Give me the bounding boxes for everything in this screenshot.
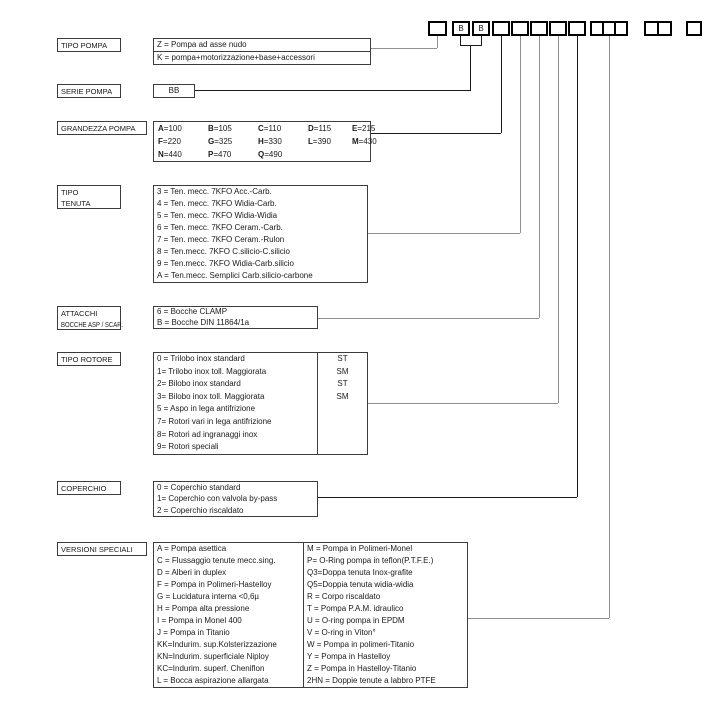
option-row: 9 = Ten.mecc. 7KFO Widia-Carb.silicio [157, 259, 295, 268]
rotor-text: 8= Rotori ad ingranaggi inox [157, 429, 258, 439]
code-box-6 [530, 21, 548, 36]
option-row: D = Alberi in duplex [157, 568, 227, 577]
option-row: P= O-Ring pompa in teflon(P.T.F.E.) [307, 556, 434, 565]
rotor-text: 7= Rotori vari in lega antifrizione [157, 416, 272, 426]
option-row: 0 = Coperchio standard [157, 483, 241, 492]
rotor-tag [317, 403, 367, 416]
option-row: 6 = Bocche CLAMP [157, 307, 228, 316]
size-cell: P=470 [208, 150, 232, 159]
option-row [154, 403, 367, 416]
connector-serie-stub-right [481, 36, 482, 45]
code-box-2: B [452, 21, 470, 36]
options-tipo-tenuta [153, 185, 368, 283]
option-row: U = O-ring pompa in EPDM [307, 616, 405, 625]
size-cell: C=110 [258, 124, 282, 133]
code-box-3: B [472, 21, 490, 36]
label-line: ATTACCHI [61, 309, 98, 318]
label-coperchio: COPERCHIO [57, 481, 121, 495]
connector-rotore-v [558, 36, 559, 403]
option-row: Q3=Doppa tenuta Inox-grafite [307, 568, 413, 577]
size-cell: H=330 [258, 137, 282, 146]
option-row: B = Bocche DIN 11864/1a [157, 317, 250, 327]
code-box-5 [511, 21, 529, 36]
connector-attacchi-v [539, 36, 540, 318]
size-cell: M=430 [352, 137, 377, 146]
connector-coperchio-v [577, 36, 578, 497]
rotor-tag: SM [317, 366, 367, 379]
label-line: TENUTA [61, 199, 91, 208]
options-coperchio [153, 481, 318, 517]
label-grandezza-pompa: GRANDEZZA POMPA [57, 121, 147, 135]
option-row: 2 = Coperchio riscaldato [157, 505, 244, 515]
rotor-tag: ST [317, 353, 367, 366]
option-row [154, 441, 367, 454]
option-row: G = Lucidatura interna <0,6µ [157, 592, 260, 601]
connector-tipo-pompa-h [371, 48, 437, 49]
option-row: 4 = Ten. mecc. 7KFO Widia-Carb. [157, 199, 277, 208]
connector-versioni-v [609, 36, 610, 618]
size-cell: A=100 [158, 124, 182, 133]
option-row: 5 = Ten. mecc. 7KFO Widia-Widia [157, 211, 278, 220]
size-cell: G=325 [208, 137, 233, 146]
option-row: KK=Indurim. sup.Kolsterizzazione [157, 640, 277, 649]
option-row: H = Pompa alta pressione [157, 604, 250, 613]
rotor-tag: SM [317, 391, 367, 404]
rotor-text: 3= Bilobo inox toll. Maggiorata [157, 391, 265, 401]
rotor-text: 1= Trilobo inox toll. Maggiorata [157, 366, 267, 376]
option-row: 8 = Ten.mecc. 7KFO C.silicio-C.silicio [157, 247, 290, 256]
option-row: R = Corpo riscaldato [307, 592, 381, 601]
code-box-pair-cell-2 [657, 21, 672, 36]
option-row: A = Ten.mecc. Semplici Carb.silicio-carbone [157, 271, 313, 280]
option-row: I = Pompa in Monel 400 [157, 616, 242, 625]
options-serie-pompa: BB [153, 84, 195, 98]
option-row: L = Bocca aspirazione allargata [157, 676, 269, 685]
connector-serie-h [195, 90, 471, 91]
rotor-tag [317, 416, 367, 429]
connector-coperchio-h [318, 497, 577, 498]
option-row: Z = Pompa ad asse nudo [154, 39, 370, 52]
option-row: Z = Pompa in Hastelloy-Titanio [307, 664, 417, 673]
connector-tipo-pompa-v [437, 36, 438, 48]
option-row: W = Pompa in polimeri-Titanio [307, 640, 415, 649]
versioni-right-column [303, 543, 467, 687]
connector-rotore-h [368, 403, 558, 404]
options-attacchi [153, 306, 318, 329]
connector-grandezza-v [501, 36, 502, 133]
option-row: Y = Pompa in Hastelloy [307, 652, 391, 661]
option-row: Q5=Doppia tenuta widia-widia [307, 580, 414, 589]
option-row: T = Pompa P.A.M. idraulico [307, 604, 404, 613]
option-row [154, 353, 367, 366]
label-line: BOCCHE ASP / SCAR. [61, 320, 124, 329]
option-row [154, 366, 367, 379]
code-box-1 [428, 21, 447, 36]
label-tipo-tenuta [57, 185, 121, 209]
option-row: V = O-ring in Viton° [307, 628, 376, 637]
connector-tenuta-v [520, 36, 521, 233]
connector-tenuta-h [368, 233, 520, 234]
connector-serie-v [470, 45, 471, 90]
option-row [154, 429, 367, 442]
code-box-4 [492, 21, 510, 36]
options-grandezza-pompa [153, 121, 377, 162]
options-tipo-pompa [153, 38, 371, 65]
option-row: KN=Indurim. superficiale Niploy [157, 652, 269, 661]
size-cell: L=390 [308, 137, 331, 146]
label-tipo-pompa: TIPO POMPA [57, 38, 121, 52]
size-cell: E=215 [352, 124, 376, 133]
option-row: C = Flussaggio tenute mecc.sing. [157, 556, 276, 565]
connector-serie-join [460, 45, 482, 46]
label-line: TIPO [61, 188, 79, 197]
rotor-tag [317, 429, 367, 442]
rotor-text: 9= Rotori speciali [157, 442, 219, 452]
options-versioni-speciali [153, 542, 468, 688]
rotor-text: 2= Bilobo inox standard [157, 379, 241, 389]
option-row [154, 378, 367, 391]
code-box-8 [568, 21, 586, 36]
option-row [154, 391, 367, 404]
size-cell: B=105 [208, 124, 232, 133]
option-row: 1= Coperchio con valvola by-pass [157, 494, 278, 504]
connector-versioni-h [468, 618, 609, 619]
rotor-tag: ST [317, 378, 367, 391]
code-box-7 [549, 21, 567, 36]
size-cell: D=115 [308, 124, 332, 133]
label-serie-pompa: SERIE POMPA [57, 84, 121, 98]
rotor-tag [317, 441, 367, 454]
rotor-text: 5 = Aspo in lega antifrizione [157, 404, 256, 414]
option-row: 6 = Ten. mecc. 7KFO Ceram.-Carb. [157, 223, 283, 232]
size-cell: Q=490 [258, 150, 283, 159]
option-row: J = Pompa in Titanio [157, 628, 230, 637]
option-row: F = Pompa in Polimeri-Hastelloy [157, 580, 272, 589]
size-cell: F=220 [158, 137, 181, 146]
option-row: KC=Indurim. superf. Cheniflon [157, 664, 265, 673]
connector-attacchi-h [318, 318, 539, 319]
option-row: 2HN = Doppie tenute a labbro PTFE [307, 676, 436, 685]
option-row: K = pompa+motorizzazione+base+accessori [157, 53, 315, 62]
label-versioni-speciali: VERSIONI SPECIALI [57, 542, 147, 556]
option-row: 3 = Ten. mecc. 7KFO Acc.-Carb. [157, 187, 272, 196]
versioni-left-column [154, 543, 303, 687]
label-tipo-rotore: TIPO ROTORE [57, 352, 121, 366]
connector-serie-stub-left [460, 36, 461, 45]
option-row: 7 = Ten. mecc. 7KFO Ceram.-Rulon [157, 235, 285, 244]
code-box-group3-cell-3 [614, 21, 628, 36]
option-row: A = Pompa asettica [157, 544, 227, 553]
rotor-text: 0 = Trilobo inox standard [157, 354, 245, 363]
option-row: M = Pompa in Polimeri-Monel [307, 544, 413, 553]
options-tipo-rotore [153, 352, 368, 455]
size-cell: N=440 [158, 150, 182, 159]
connector-grandezza-h [371, 133, 501, 134]
label-attacchi [57, 306, 124, 330]
code-box-single [686, 21, 702, 36]
option-row [154, 416, 367, 429]
